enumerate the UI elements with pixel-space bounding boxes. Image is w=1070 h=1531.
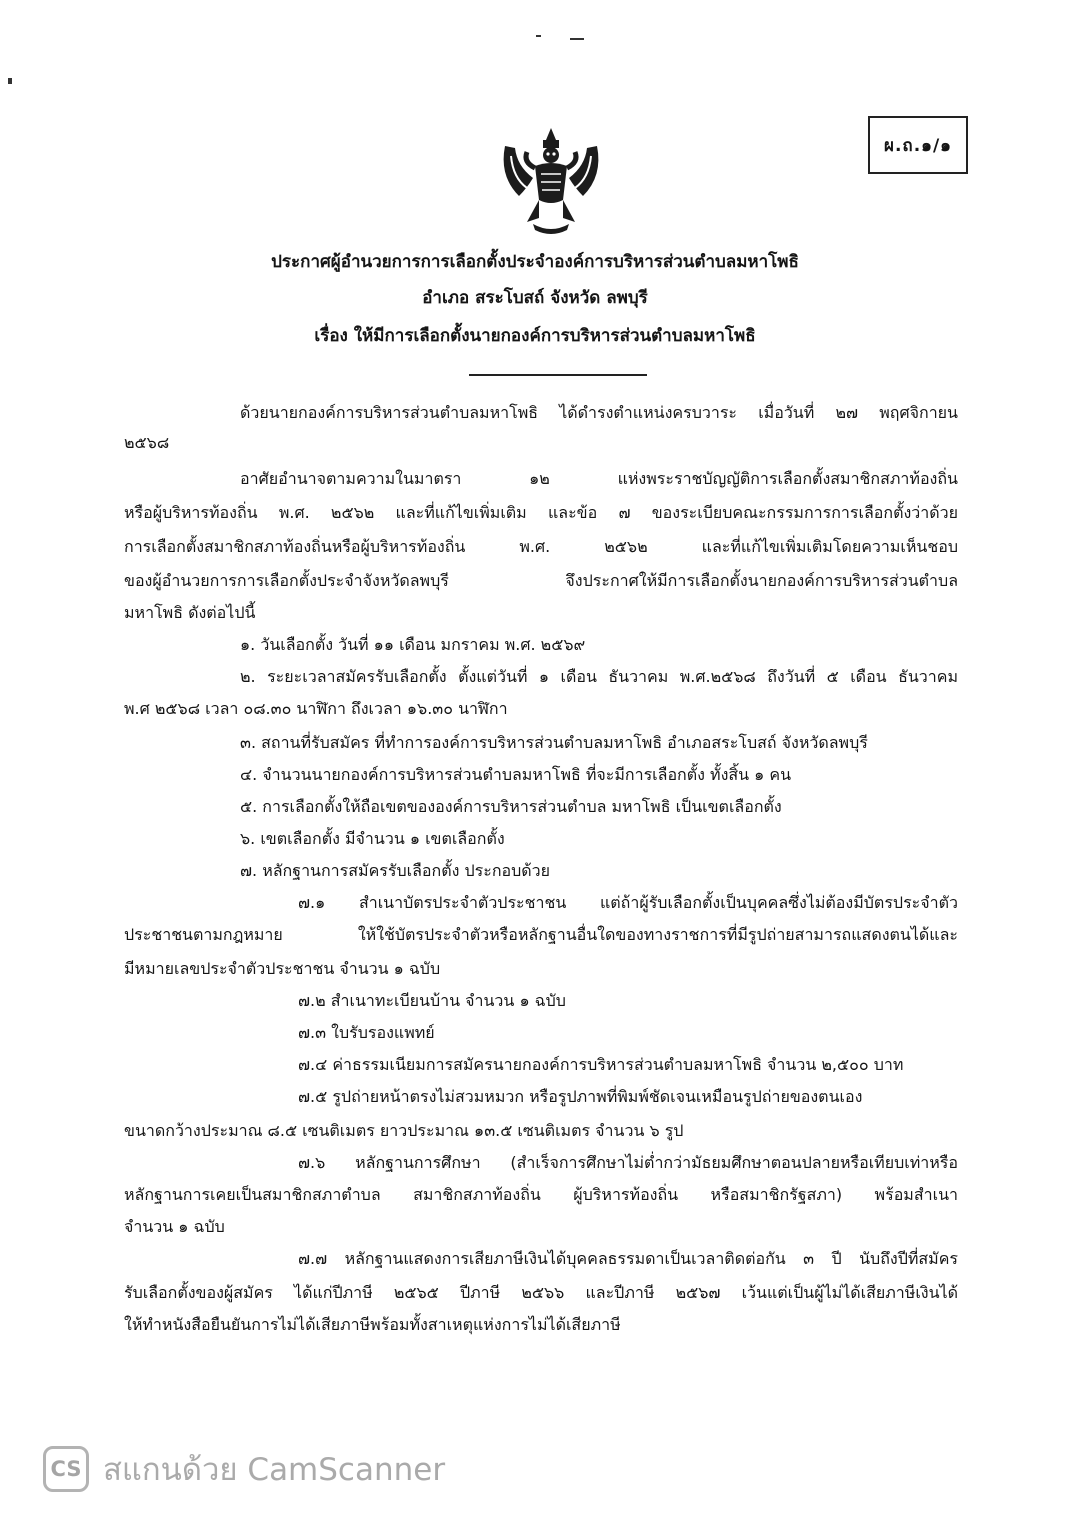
sub-list-item: ๗.๓ ใบรับรองแพทย์ (298, 1023, 435, 1042)
list-item-continued: พ.ศ ๒๕๖๘ เวลา ๐๘.๓๐ นาฬิกา ถึงเวลา ๑๖.๓๐ นาฬิกา (124, 699, 508, 718)
paragraph-line: มหาโพธิ ดังต่อไปนี้ (124, 603, 256, 622)
list-item: ๓. สถานที่รับสมัคร ที่ทำการองค์การบริหารส่วนตำบลมหาโพธิ อำเภอสระโบสถ์ จังหวัดลพบุรี (240, 733, 868, 752)
scan-speck (8, 78, 12, 84)
list-item: ๒. ระยะเวลาสมัครรับเลือกตั้ง ตั้งแต่วันที่ ๑ เดือน ธันวาคม พ.ศ.๒๕๖๘ ถึงวันที่ ๕ เดือน ธันวาคม (240, 667, 958, 686)
sub-list-item: ๗.๖ หลักฐานการศึกษา (สำเร็จการศึกษาไม่ต่ำกว่ามัธยมศึกษาตอนปลายหรือเทียบเท่าหรือ (298, 1153, 958, 1172)
sub-list-item-continued: จำนวน ๑ ฉบับ (124, 1217, 225, 1236)
sub-list-item: ๗.๑ สำเนาบัตรประจำตัวประชาชน แต่ถ้าผู้รับเลือกตั้งเป็นบุคคลซึ่งไม่ต้องมีบัตรประจำตัว (298, 893, 958, 912)
sub-list-item-continued: ประชาชนตามกฎหมาย ให้ใช้บัตรประจำตัวหรือหลักฐานอื่นใดของทางราชการที่มีรูปถ่ายสามารถแสดงตนได้และ (124, 925, 958, 944)
list-item: ๑. วันเลือกตั้ง วันที่ ๑๑ เดือน มกราคม พ.ศ. ๒๕๖๙ (240, 635, 586, 654)
sub-list-item-continued: ขนาดกว้างประมาณ ๘.๕ เซนติเมตร ยาวประมาณ ๑๓.๕ เซนติเมตร จำนวน ๖ รูป (124, 1121, 684, 1140)
announcement-subject: เรื่อง ให้มีการเลือกตั้งนายกองค์การบริหารส่วนตำบลมหาโพธิ (314, 326, 756, 346)
sub-list-item-continued: รับเลือกตั้งของผู้สมัคร ได้แก่ปีภาษี ๒๕๖๕ ปีภาษี ๒๕๖๖ และปีภาษี ๒๕๖๗ เว้นแต่เป็นผู้ไม่ได้เสียภาษีเงินได้ (124, 1283, 958, 1302)
paragraph-line: ๒๕๖๘ (124, 433, 170, 452)
announcement-title: ประกาศผู้อำนวยการการเลือกตั้งประจำองค์การบริหารส่วนตำบลมหาโพธิ (271, 252, 799, 272)
list-item: ๔. จำนวนนายกองค์การบริหารส่วนตำบลมหาโพธิ ที่จะมีการเลือกตั้ง ทั้งสิ้น ๑ คน (240, 765, 792, 784)
sub-list-item-continued: มีหมายเลขประจำตัวประชาชน จำนวน ๑ ฉบับ (124, 959, 441, 978)
list-item: ๖. เขตเลือกตั้ง มีจำนวน ๑ เขตเลือกตั้ง (240, 829, 505, 848)
paragraph-line: หรือผู้บริหารท้องถิ่น พ.ศ. ๒๕๖๒ และที่แก้ไขเพิ่มเติม และข้อ ๗ ของระเบียบคณะกรรมการการเลือกตั้งว่าด้วย (124, 503, 958, 522)
paragraph-line: ของผู้อำนวยการการเลือกตั้งประจำจังหวัดลพบุรี จึงประกาศให้มีการเลือกตั้งนายกองค์การบริหารส่วนตำบล (124, 571, 958, 590)
form-code-box: ผ.ถ.๑/๑ (868, 116, 968, 174)
sub-list-item: ๗.๔ ค่าธรรมเนียมการสมัครนายกองค์การบริหารส่วนตำบลมหาโพธิ จำนวน ๒,๕๐๐ บาท (298, 1055, 904, 1074)
sub-list-item: ๗.๒ สำเนาทะเบียนบ้าน จำนวน ๑ ฉบับ (298, 991, 566, 1010)
watermark-text: สแกนด้วย CamScanner (103, 1452, 446, 1488)
scan-speck (570, 38, 584, 40)
paragraph-line: การเลือกตั้งสมาชิกสภาท้องถิ่นหรือผู้บริหารท้องถิ่น พ.ศ. ๒๕๖๒ และที่แก้ไขเพิ่มเติมโดยความเห็นชอบ (124, 537, 958, 556)
list-item: ๗. หลักฐานการสมัครรับเลือกตั้ง ประกอบด้วย (240, 861, 551, 880)
announcement-location: อำเภอ สระโบสถ์ จังหวัด ลพบุรี (422, 288, 648, 308)
sub-list-item: ๗.๗ หลักฐานแสดงการเสียภาษีเงินได้บุคคลธรรมดาเป็นเวลาติดต่อกัน ๓ ปี นับถึงปีที่สมัคร (298, 1249, 958, 1268)
title-divider (469, 374, 647, 376)
paragraph-line: ด้วยนายกองค์การบริหารส่วนตำบลมหาโพธิ ได้ดำรงตำแหน่งครบวาระ เมื่อวันที่ ๒๗ พฤศจิกายน (240, 403, 958, 422)
sub-list-item: ๗.๕ รูปถ่ายหน้าตรงไม่สวมหมวก หรือรูปภาพที่พิมพ์ชัดเจนเหมือนรูปถ่ายของตนเอง (298, 1087, 863, 1106)
sub-list-item-continued: หลักฐานการเคยเป็นสมาชิกสภาตำบล สมาชิกสภาท้องถิ่น ผู้บริหารท้องถิ่น หรือสมาชิกรัฐสภา) พร้อมสำเนา (124, 1185, 958, 1204)
camscanner-watermark (43, 1446, 445, 1492)
sub-list-item-continued: ให้ทำหนังสือยืนยันการไม่ได้เสียภาษีพร้อมทั้งสาเหตุแห่งการไม่ได้เสียภาษี (124, 1315, 621, 1334)
list-item: ๕. การเลือกตั้งให้ถือเขตขององค์การบริหารส่วนตำบล มหาโพธิ เป็นเขตเลือกตั้ง (240, 797, 782, 816)
scan-speck (536, 35, 541, 37)
camscanner-logo-icon: CS (43, 1446, 89, 1492)
paragraph-line: อาศัยอำนาจตามความในมาตรา ๑๒ แห่งพระราชบัญญัติการเลือกตั้งสมาชิกสภาท้องถิ่น (240, 469, 958, 488)
garuda-emblem-icon (497, 126, 605, 238)
